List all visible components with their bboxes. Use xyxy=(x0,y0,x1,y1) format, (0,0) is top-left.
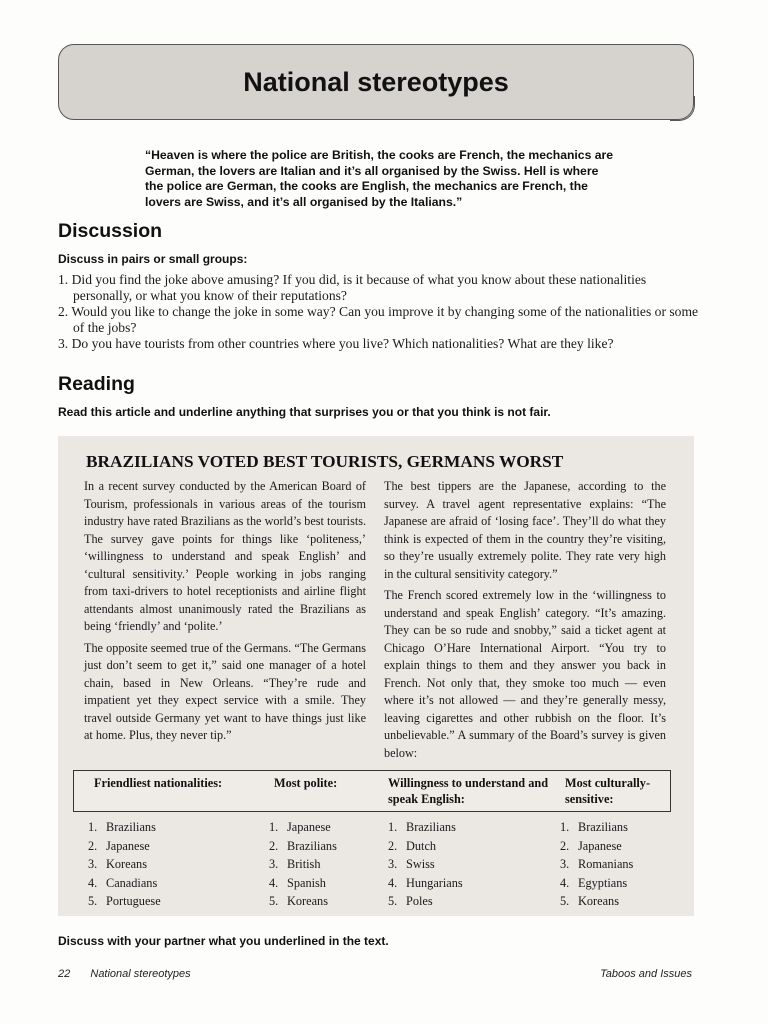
summary-list-item: 2. Japanese xyxy=(88,838,150,853)
summary-header-cultural: Most culturally-sensitive: xyxy=(565,776,651,806)
title-banner xyxy=(58,44,694,120)
summary-list-english xyxy=(388,818,463,911)
discussion-questions xyxy=(58,272,708,352)
summary-list-item: 3. Koreans xyxy=(88,857,147,871)
summary-list-item: 1. Japanese xyxy=(269,820,331,834)
footer-section: National stereotypes xyxy=(90,968,191,980)
article-column-right xyxy=(384,478,666,766)
discussion-instruction: Discuss in pairs or small groups: xyxy=(58,252,248,266)
summary-list-item: 1. Brazilians xyxy=(560,820,628,834)
closing-instruction: Discuss with your partner what you underlined in the text. xyxy=(58,934,389,948)
footer-left xyxy=(58,968,191,980)
summary-list-item: 3. Swiss xyxy=(388,857,435,871)
page-number: 22 xyxy=(58,968,71,980)
summary-list-item: 5. Portuguese xyxy=(88,894,161,908)
summary-list-item: 2. Japanese xyxy=(560,838,622,853)
page-title: National stereotypes xyxy=(243,66,509,97)
summary-list-item: 4. Hungarians xyxy=(388,875,463,890)
reading-heading: Reading xyxy=(58,373,135,395)
discussion-question: 2. Would you like to change the joke in some way? Can you improve it by changing some of the nationalities or some of the jobs? xyxy=(58,304,699,335)
discussion-question: 1. Did you find the joke above amusing? If you did, is it because of what you know about these nationalities personally, or what you know of their reputations? xyxy=(58,272,647,303)
summary-header-friendliest: Friendliest nationalities: xyxy=(94,776,223,790)
summary-list-polite xyxy=(269,818,337,911)
article-paragraph: In a recent survey conducted by the American Board of Tourism, professionals in various areas of the tourism industry have rated Brazilians as the world’s best tourists. The survey gave points for things like ‘politeness,’ ‘willingness to understand and speak English’ and ‘cultural sensitivity.’ People working in jobs ranging from taxi-drivers to hotel receptionists and airline flight attendants almost unanimously rated the Brazilians as being ‘friendly’ and ‘polite.’ xyxy=(84,479,366,633)
article-headline: BRAZILIANS VOTED BEST TOURISTS, GERMANS WORST xyxy=(86,452,564,471)
summary-header-english: Willingness to understand and speak English: xyxy=(388,776,549,806)
reading-instruction: Read this article and underline anything that surprises you or that you think is not fair. xyxy=(58,405,551,419)
article-paragraph: The French scored extremely low in the ‘willingness to understand and speak English’ category. “It’s amazing. They can be so rude and snobby,” said a ticket agent at Chicago O’Hare International Airport. “You try to explain things to them and they answer you back in French. Not only that, they smoke too much — even where it’s not allowed — and they’re generally messy, leaving cigarettes and other rubbish on the floor. It’s unbelievable.” A summary of the Board’s survey is given below: xyxy=(384,588,666,760)
discussion-question: 3. Do you have tourists from other countries where you live? Which nationalities? What are they like? xyxy=(58,336,614,351)
article-column-left xyxy=(84,478,366,749)
discussion-heading: Discussion xyxy=(58,220,163,242)
summary-list-item: 3. Romanians xyxy=(560,857,634,871)
summary-list-item: 4. Egyptians xyxy=(560,875,628,890)
opening-quote: “Heaven is where the police are British, the cooks are French, the mechanics are German, the lovers are Italian and it’s all organised by the Swiss. Hell is where the police are German, the cooks are English, the mechanics are French, the lovers are Swiss, and it’s all organised by the Italians.” xyxy=(145,148,614,209)
summary-list-item: 3. British xyxy=(269,857,321,871)
article-paragraph: The opposite seemed true of the Germans. “The Germans just don’t seem to get it,” said one manager of a hotel chain, based in New Orleans. “They’re rude and impatient yet they expect service with a smile. They travel outside Germany yet want to have things just like at home. Plus, they never tip.” xyxy=(84,640,366,742)
summary-list-cultural xyxy=(560,818,633,911)
summary-list-item: 2. Dutch xyxy=(388,838,437,853)
summary-list-item: 4. Spanish xyxy=(269,875,326,890)
footer-book-title: Taboos and Issues xyxy=(600,968,692,980)
summary-list-item: 1. Brazilians xyxy=(88,820,156,834)
summary-list-item: 4. Canadians xyxy=(88,875,158,890)
summary-header-polite: Most polite: xyxy=(274,776,338,790)
summary-list-item: 1. Brazilians xyxy=(388,820,456,834)
summary-list-item: 5. Koreans xyxy=(560,894,619,908)
summary-list-item: 5. Poles xyxy=(388,894,433,908)
summary-list-friendliest xyxy=(88,818,161,911)
article-paragraph: The best tippers are the Japanese, according to the survey. A travel agent representative explains: “The Japanese are afraid of ‘losing face’. They’ll do what they think is expected of them in the country they’re visiting, so they’re usually extremely polite. They rate very high in the cultural sensitivity category.” xyxy=(384,479,666,581)
summary-list-item: 5. Koreans xyxy=(269,894,328,908)
summary-list-item: 2. Brazilians xyxy=(269,838,337,853)
